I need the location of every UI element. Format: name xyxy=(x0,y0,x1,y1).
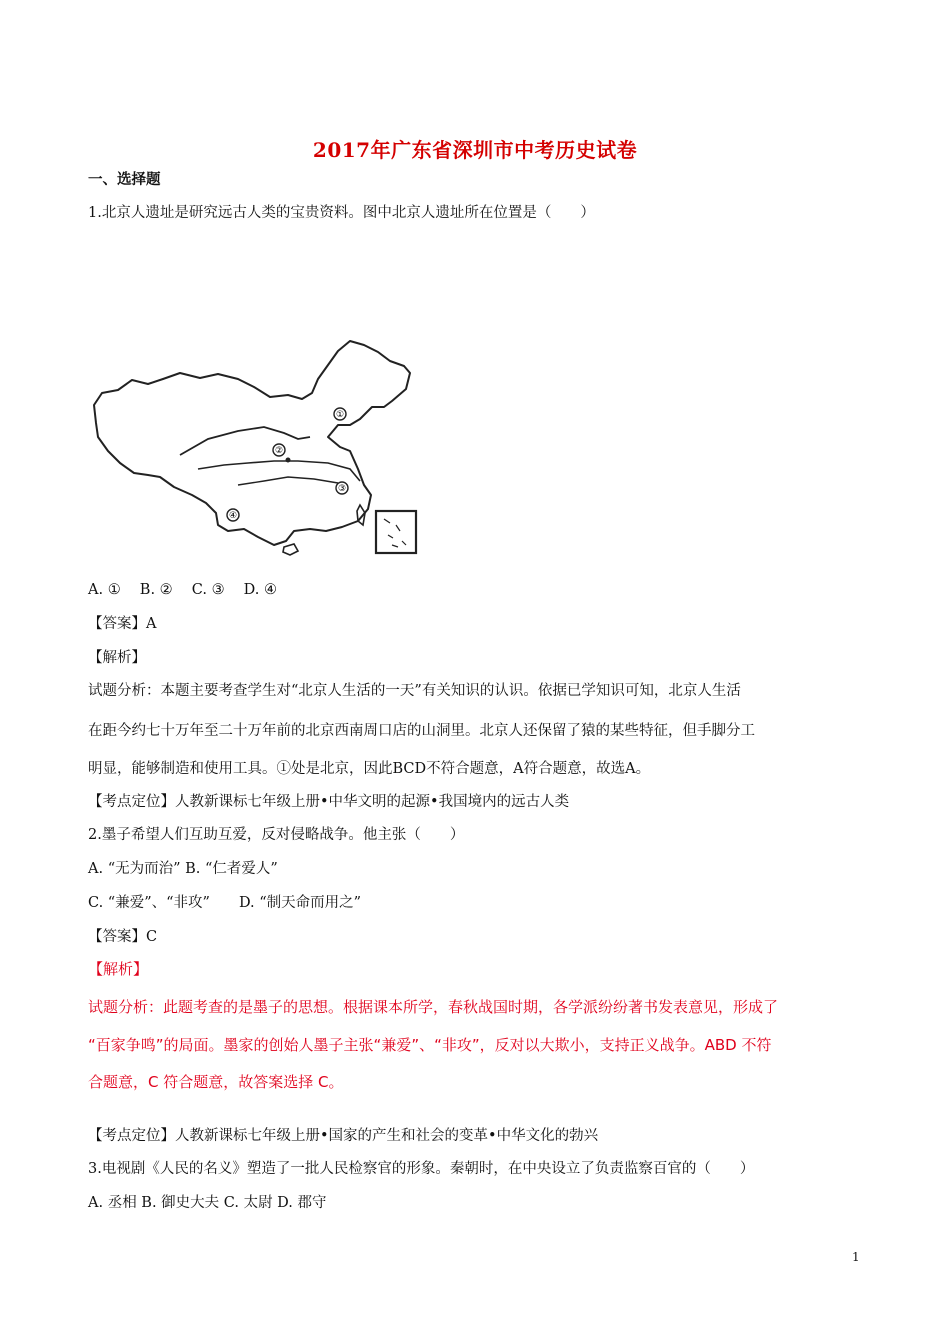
inner-region-outline xyxy=(180,427,310,455)
svg-text:④: ④ xyxy=(228,511,238,521)
map-dot xyxy=(286,458,291,463)
svg-text:③: ③ xyxy=(337,484,347,494)
q1-analysis-heading: 【解析】 xyxy=(88,650,146,666)
q2-analysis-heading: 【解析】 xyxy=(88,960,149,978)
q1-analysis-line: 试题分析：本题主要考查学生对“北京人生活的一天”有关知识的认识。依据已学知识可知，北京人生活 xyxy=(88,683,741,699)
map-marker-3 xyxy=(336,482,348,494)
river-path xyxy=(238,477,338,485)
svg-text:①: ① xyxy=(335,410,345,420)
q2-analysis-line: “百家争鸣”的局面。墨家的创始人墨子主张“兼爱”、“非攻”，反对以大欺小，支持正义战争。ABD 不符 xyxy=(88,1036,772,1054)
q2-answer: 【答案】C xyxy=(88,929,158,945)
section-heading: 一、选择题 xyxy=(88,171,161,188)
south-china-sea-islands xyxy=(384,519,406,547)
page-title: 2017年广东省深圳市中考历史试卷 xyxy=(312,138,638,162)
q1-knowledge-point: 【考点定位】人教新课标七年级上册•中华文明的起源•我国境内的远古人类 xyxy=(88,794,570,810)
svg-text:②: ② xyxy=(274,446,284,456)
q1-analysis-line: 明显，能够制造和使用工具。①处是北京，因此BCD不符合题意，A符合题意，故选A。 xyxy=(88,761,651,777)
q2-analysis-line: 试题分析：此题考查的是墨子的思想。根据课本所学，春秋战国时期，各学派纷纷著书发表意见，形成了 xyxy=(88,998,779,1016)
q2-options-cd: C. “兼爱”、“非攻” D. “制天命而用之” xyxy=(88,895,362,911)
china-map-image xyxy=(88,335,424,557)
q1-stem: 1.北京人遗址是研究远古人类的宝贵资料。图中北京人遗址所在位置是（ ） xyxy=(88,205,595,221)
china-outline xyxy=(94,341,410,545)
q2-options-ab: A. “无为而治” B. “仁者爱人” xyxy=(88,861,278,877)
q1-analysis-line: 在距今约七十万年至二十万年前的北京西南周口店的山洞里。北京人还保留了猿的某些特征，但手脚分工 xyxy=(88,723,755,739)
map-marker-2 xyxy=(273,444,285,456)
q2-analysis-line: 合题意，C 符合题意，故答案选择 C。 xyxy=(88,1073,344,1091)
q1-options: A. ① B. ② C. ③ D. ④ xyxy=(88,582,278,598)
page-number: 1 xyxy=(852,1250,860,1264)
map-marker-1 xyxy=(334,408,346,420)
q3-stem: 3.电视剧《人民的名义》塑造了一批人民检察官的形象。秦朝时，在中央设立了负责监察百官的（ ） xyxy=(88,1161,755,1177)
q1-answer: 【答案】A xyxy=(88,616,157,632)
q3-options: A. 丞相 B. 御史大夫 C. 太尉 D. 郡守 xyxy=(88,1195,327,1211)
q2-knowledge-point: 【考点定位】人教新课标七年级上册•国家的产生和社会的变革•中华文化的勃兴 xyxy=(88,1128,599,1144)
map-marker-4 xyxy=(227,509,239,521)
hainan-island xyxy=(283,544,298,555)
q2-stem: 2.墨子希望人们互助互爱，反对侵略战争。他主张（ ） xyxy=(88,827,465,843)
